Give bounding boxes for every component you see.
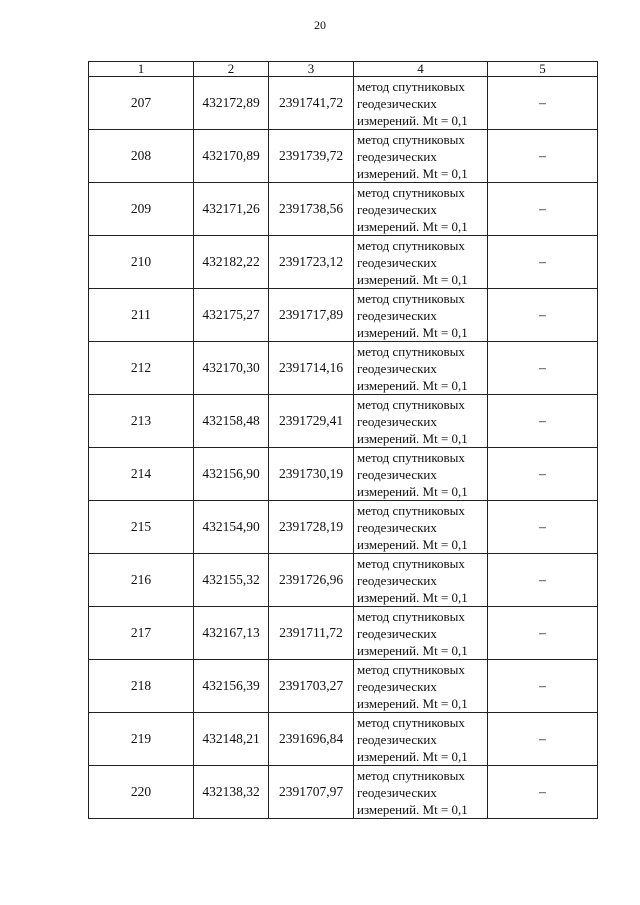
method-line: геодезических: [357, 519, 437, 535]
table-row: [89, 183, 598, 236]
method-line: геодезических: [357, 572, 437, 588]
point-number-cell: 215: [89, 501, 194, 554]
coord-x-cell: 432172,89: [194, 77, 269, 130]
coord-x-cell: 432182,22: [194, 236, 269, 289]
point-number-cell: 216: [89, 554, 194, 607]
method-line: измерений. Mt = 0,1: [357, 801, 468, 817]
coord-y-cell: 2391729,41: [269, 395, 354, 448]
note-cell: –: [488, 183, 598, 236]
coord-y-cell: 2391723,12: [269, 236, 354, 289]
point-number-cell: 211: [89, 289, 194, 342]
point-number-cell: 207: [89, 77, 194, 130]
coord-x-cell: 432155,32: [194, 554, 269, 607]
coordinates-table: [88, 61, 598, 819]
point-number-cell: 208: [89, 130, 194, 183]
method-cell: [354, 607, 488, 660]
coord-y-cell: 2391703,27: [269, 660, 354, 713]
header-col-5: 5: [488, 62, 598, 77]
method-line: геодезических: [357, 254, 437, 270]
method-line: измерений. Mt = 0,1: [357, 165, 468, 181]
method-line: измерений. Mt = 0,1: [357, 377, 468, 393]
coord-y-cell: 2391730,19: [269, 448, 354, 501]
method-line: геодезических: [357, 148, 437, 164]
method-line: метод спутниковых: [357, 290, 465, 306]
table-row: [89, 342, 598, 395]
method-cell: [354, 713, 488, 766]
method-line: метод спутниковых: [357, 343, 465, 359]
method-line: измерений. Mt = 0,1: [357, 430, 468, 446]
coord-y-cell: 2391717,89: [269, 289, 354, 342]
method-cell: [354, 183, 488, 236]
table-row: [89, 236, 598, 289]
header-col-3: 3: [269, 62, 354, 77]
point-number-cell: 212: [89, 342, 194, 395]
table-row: [89, 766, 598, 819]
method-line: метод спутниковых: [357, 714, 465, 730]
coord-y-cell: 2391707,97: [269, 766, 354, 819]
method-line: метод спутниковых: [357, 555, 465, 571]
point-number-cell: 219: [89, 713, 194, 766]
point-number-cell: 213: [89, 395, 194, 448]
method-line: геодезических: [357, 360, 437, 376]
header-col-1: 1: [89, 62, 194, 77]
table-row: [89, 607, 598, 660]
method-line: геодезических: [357, 678, 437, 694]
note-cell: –: [488, 130, 598, 183]
point-number-cell: 217: [89, 607, 194, 660]
note-cell: –: [488, 607, 598, 660]
note-cell: –: [488, 395, 598, 448]
coord-y-cell: 2391714,16: [269, 342, 354, 395]
coord-x-cell: 432167,13: [194, 607, 269, 660]
coord-x-cell: 432175,27: [194, 289, 269, 342]
method-line: метод спутниковых: [357, 502, 465, 518]
method-line: измерений. Mt = 0,1: [357, 589, 468, 605]
method-line: измерений. Mt = 0,1: [357, 748, 468, 764]
note-cell: –: [488, 501, 598, 554]
coord-x-cell: 432148,21: [194, 713, 269, 766]
method-cell: [354, 501, 488, 554]
method-line: измерений. Mt = 0,1: [357, 218, 468, 234]
note-cell: –: [488, 766, 598, 819]
coord-y-cell: 2391728,19: [269, 501, 354, 554]
method-line: геодезических: [357, 307, 437, 323]
method-line: геодезических: [357, 731, 437, 747]
page-number: 20: [314, 18, 326, 32]
note-cell: –: [488, 342, 598, 395]
table-row: [89, 77, 598, 130]
method-line: метод спутниковых: [357, 608, 465, 624]
coord-x-cell: 432156,39: [194, 660, 269, 713]
method-line: геодезических: [357, 95, 437, 111]
method-line: геодезических: [357, 413, 437, 429]
method-line: метод спутниковых: [357, 78, 465, 94]
note-cell: –: [488, 448, 598, 501]
method-line: метод спутниковых: [357, 767, 465, 783]
coord-x-cell: 432170,30: [194, 342, 269, 395]
method-line: геодезических: [357, 625, 437, 641]
coord-x-cell: 432171,26: [194, 183, 269, 236]
header-col-4: 4: [354, 62, 488, 77]
method-line: измерений. Mt = 0,1: [357, 695, 468, 711]
table-header-row: [89, 62, 598, 77]
table-row: [89, 660, 598, 713]
method-cell: [354, 660, 488, 713]
method-line: измерений. Mt = 0,1: [357, 536, 468, 552]
method-line: геодезических: [357, 466, 437, 482]
method-cell: [354, 766, 488, 819]
point-number-cell: 214: [89, 448, 194, 501]
note-cell: –: [488, 236, 598, 289]
method-line: измерений. Mt = 0,1: [357, 271, 468, 287]
method-line: измерений. Mt = 0,1: [357, 324, 468, 340]
method-cell: [354, 395, 488, 448]
method-cell: [354, 554, 488, 607]
table-row: [89, 448, 598, 501]
coord-x-cell: 432156,90: [194, 448, 269, 501]
point-number-cell: 218: [89, 660, 194, 713]
method-cell: [354, 236, 488, 289]
coord-y-cell: 2391726,96: [269, 554, 354, 607]
coord-x-cell: 432154,90: [194, 501, 269, 554]
coord-y-cell: 2391741,72: [269, 77, 354, 130]
method-line: метод спутниковых: [357, 396, 465, 412]
point-number-cell: 220: [89, 766, 194, 819]
table-row: [89, 395, 598, 448]
method-cell: [354, 448, 488, 501]
method-cell: [354, 130, 488, 183]
method-line: метод спутниковых: [357, 131, 465, 147]
method-line: метод спутниковых: [357, 661, 465, 677]
note-cell: –: [488, 289, 598, 342]
method-line: измерений. Mt = 0,1: [357, 642, 468, 658]
note-cell: –: [488, 554, 598, 607]
method-line: измерений. Mt = 0,1: [357, 483, 468, 499]
table-row: [89, 130, 598, 183]
coord-x-cell: 432138,32: [194, 766, 269, 819]
coord-y-cell: 2391711,72: [269, 607, 354, 660]
header-col-2: 2: [194, 62, 269, 77]
point-number-cell: 210: [89, 236, 194, 289]
method-cell: [354, 342, 488, 395]
method-line: метод спутниковых: [357, 237, 465, 253]
note-cell: –: [488, 660, 598, 713]
table-row: [89, 501, 598, 554]
coord-x-cell: 432158,48: [194, 395, 269, 448]
table-row: [89, 554, 598, 607]
method-cell: [354, 77, 488, 130]
table-row: [89, 289, 598, 342]
table-body: [89, 77, 598, 819]
coord-y-cell: 2391738,56: [269, 183, 354, 236]
table-row: [89, 713, 598, 766]
method-line: метод спутниковых: [357, 184, 465, 200]
method-line: измерений. Mt = 0,1: [357, 112, 468, 128]
method-line: геодезических: [357, 201, 437, 217]
coord-y-cell: 2391696,84: [269, 713, 354, 766]
method-line: метод спутниковых: [357, 449, 465, 465]
method-cell: [354, 289, 488, 342]
note-cell: –: [488, 713, 598, 766]
coord-x-cell: 432170,89: [194, 130, 269, 183]
coord-y-cell: 2391739,72: [269, 130, 354, 183]
note-cell: –: [488, 77, 598, 130]
point-number-cell: 209: [89, 183, 194, 236]
method-line: геодезических: [357, 784, 437, 800]
